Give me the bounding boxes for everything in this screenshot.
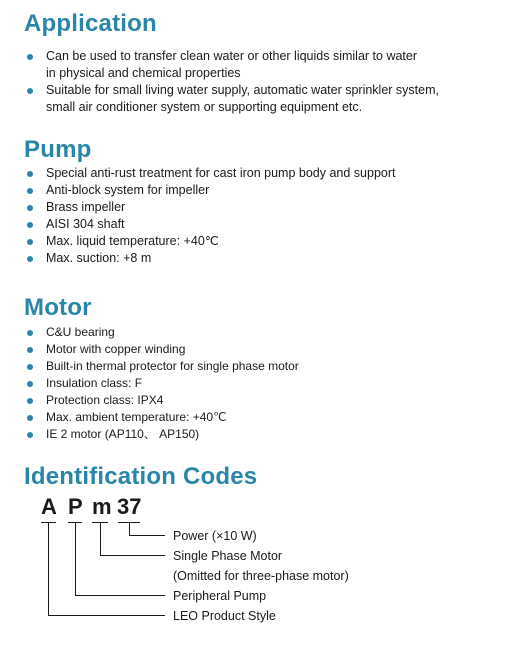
label-single-phase: Single Phase Motor [173,549,283,563]
list-item [24,48,439,82]
label-omitted: (Omitted for three-phase motor) [173,569,349,583]
bullet-icon [27,239,33,245]
motor-heading: Motor [24,294,92,321]
list-item [24,216,396,233]
application-heading: Application [24,10,157,37]
list-item-text: C&U bearing [46,325,115,339]
code-letter-a: A [41,494,57,519]
list-item-text: Anti-block system for impeller [46,183,210,197]
connector-leo [49,523,166,616]
pump-heading: Pump [24,136,92,163]
list-item [24,324,299,341]
list-item [24,165,396,182]
bullet-icon [27,188,33,194]
label-power: Power (×10 W) [173,529,257,543]
bullet-icon [27,205,33,211]
bullet-icon [27,330,33,336]
list-item [24,426,299,443]
list-item-text: Built-in thermal protector for single phase motor [46,359,299,373]
bullet-icon [27,171,33,177]
bullet-icon [27,88,33,94]
bullet-icon [27,256,33,262]
bullet-icon [27,222,33,228]
pump-list [24,165,396,267]
code-number-37: 37 [117,494,142,519]
list-item-text: Max. suction: +8 m [46,251,152,265]
list-item [24,233,396,250]
list-item-text: Can be used to transfer clean water or other liquids similar to water [46,49,418,63]
list-item [24,182,396,199]
list-item [24,199,396,216]
code-letter-m: m [92,494,112,519]
connector-single-phase [101,523,166,556]
bullet-icon [27,432,33,438]
identification-code-diagram [0,495,515,635]
bullet-icon [27,398,33,404]
connector-peripheral [76,523,166,596]
list-item-text: Max. ambient temperature: +40℃ [46,410,227,424]
list-item-text: Motor with copper winding [46,342,186,356]
list-item-text: IE 2 motor (AP110、 AP150) [46,427,200,441]
bullet-icon [27,364,33,370]
label-peripheral: Peripheral Pump [173,589,267,603]
list-item-text: AISI 304 shaft [46,217,125,231]
label-leo: LEO Product Style [173,609,276,623]
list-item [24,409,299,426]
list-item-text: Suitable for small living water supply, automatic water sprinkler system, [46,83,439,97]
bullet-icon [27,347,33,353]
bullet-icon [27,381,33,387]
list-item-text: small air conditioner system or supporting equipment etc. [46,100,363,114]
list-item-text: Insulation class: F [46,376,143,390]
list-item-text: Protection class: IPX4 [46,393,164,407]
list-item-text: Max. liquid temperature: +40℃ [46,234,219,248]
application-list [24,48,439,116]
list-item [24,82,439,116]
identification-heading: Identification Codes [24,463,258,490]
bullet-icon [27,54,33,60]
list-item [24,375,299,392]
motor-list [24,324,299,443]
list-item [24,392,299,409]
list-item [24,358,299,375]
list-item [24,341,299,358]
connector-power [130,523,166,536]
bullet-icon [27,415,33,421]
list-item [24,250,396,267]
list-item-text: in physical and chemical properties [46,66,241,80]
list-item-text: Special anti-rust treatment for cast iron pump body and support [46,166,396,180]
code-letter-p: P [68,494,83,519]
list-item-text: Brass impeller [46,200,126,214]
